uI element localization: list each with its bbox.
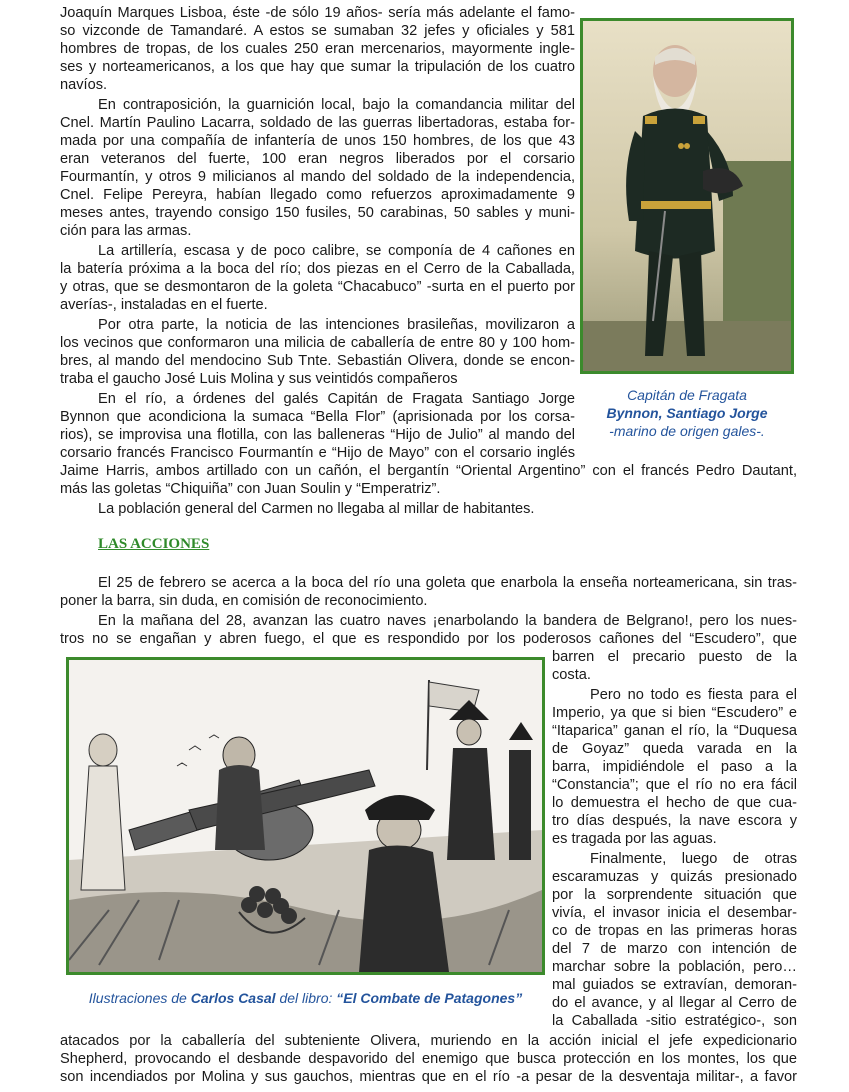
- text-line: la batería próxima a la boca del río; dos piezas en el Cerro de la Caballada,: [60, 261, 575, 277]
- text-line: co de tropas en las primeras horas: [552, 923, 797, 939]
- illustration-caption-prefix: Ilustraciones de: [88, 990, 191, 1006]
- section-heading: LAS ACCIONES: [98, 536, 210, 552]
- text-line: corsario francés Francisco Fourmantín e “Hijo de Mayo” con el corsario inglés: [60, 445, 575, 461]
- text-line: Finalmente, luego de otras: [590, 851, 797, 867]
- text-line: La artillería, escasa y de poco calibre, se componía de 4 cañones en: [98, 243, 575, 259]
- text-line: En contraposición, la guarnición local, bajo la comandancia militar del: [98, 97, 575, 113]
- text-line: meses antes, trayendo consigo 150 fusiles, 50 carabinas, 50 sables y muni-: [60, 205, 575, 221]
- text-line: El 25 de febrero se acerca a la boca del río una goleta que enarbola la enseña norteamericana, sin tras-: [98, 575, 797, 591]
- text-line: del 7 de marzo con intención de: [552, 941, 797, 957]
- battle-drawing: [69, 660, 542, 972]
- text-line: la Caballada -sitio estratégico-, son: [552, 1013, 797, 1029]
- text-line: traba el gaucho José Luis Molina y sus veintidós compañeros: [60, 371, 458, 387]
- text-line: y otras, que se desmontaron de la goleta “Chacabuco” -surta en el puerto por: [60, 279, 575, 295]
- text-line: Cnel. Felipe Pereyra, habían llegado como refuerzos aproximadamente 9: [60, 187, 575, 203]
- illustration-caption-middle: del libro:: [275, 990, 337, 1006]
- text-line: En el río, a órdenes del galés Capitán de Fragata Santiago Jorge: [98, 391, 575, 407]
- text-line: eran veteranos del fuerte, 100 eran negros liberados por el corsario: [60, 151, 575, 167]
- text-line: poner la barra, sin duda, en comisión de reconocimiento.: [60, 593, 428, 609]
- text-line: lo demuestra el hecho de que cua-: [552, 795, 797, 811]
- text-line: rios), se improvisa una flotilla, con las balleneras “Hijo de Julio” al mando del: [60, 427, 575, 443]
- text-line: mada por una compañía de infantería de unos 150 hombres, de los que 43: [60, 133, 575, 149]
- illustration-caption-author: Carlos Casal: [190, 990, 276, 1006]
- text-line: ción para las armas.: [60, 223, 192, 239]
- text-line: es tragada por las aguas.: [552, 831, 717, 847]
- text-line: “Constancia”; que el río no era fácil: [552, 777, 797, 793]
- text-line: son incendiados por Molina y sus gauchos, mientras que en el río -a pesar de la desventaja militar-, a favor: [60, 1069, 797, 1085]
- text-line: bres, al mando del mendocino Sub Tnte. Sebastián Olivera, donde se encon-: [60, 353, 575, 369]
- text-line: escaramuzas y quizás presionado: [552, 869, 797, 885]
- text-line: ses y norteamericanos, a los que hay que sumar la tripulación de los cuatro: [60, 59, 575, 75]
- portrait-caption-line: Capitán de Fragata: [627, 387, 747, 403]
- portrait-image: [580, 18, 794, 374]
- text-line: Pero no todo es fiesta para el: [590, 687, 797, 703]
- text-line: tro días después, la nave escora y: [552, 813, 797, 829]
- text-line: Imperio, ya que si bien “Escudero” e: [552, 705, 797, 721]
- text-line: barra, impidiéndole el paso a la: [552, 759, 797, 775]
- text-line: atacados por la caballería del subteniente Olivera, muriendo en la acción inicial el jefe expedicionario: [60, 1033, 797, 1049]
- text-line: hombres de tropas, de los cuales 250 eran mercenarios, mayormente ingle-: [60, 41, 575, 57]
- portrait-drawing: [583, 21, 791, 371]
- text-line: En la mañana del 28, avanzan las cuatro naves ¡enarbolando la bandera de Belgrano!, pero los nues-: [98, 613, 797, 629]
- text-line: La población general del Carmen no llegaba al millar de habitantes.: [98, 501, 535, 517]
- text-line: Joaquín Marques Lisboa, éste -de sólo 19 años- sería más adelante el famo-: [60, 5, 575, 21]
- portrait-caption-name: Bynnon, Santiago Jorge: [606, 405, 768, 421]
- illustration-caption-book: “El Combate de Patagones”: [336, 990, 523, 1006]
- text-line: de Goyaz” queda varada en la: [552, 741, 797, 757]
- text-line: Cnel. Martín Paulino Lacarra, soldado de las guerras libertadoras, estaba for-: [60, 115, 575, 131]
- text-line: marchar sobre la población, pero…: [552, 959, 797, 975]
- text-line: por la sorprendente situación que: [552, 887, 797, 903]
- portrait-caption: [582, 386, 792, 440]
- text-line: tros no se engañan y abren fuego, el que es respondido por los poderosos cañones del “Escudero”, que: [60, 631, 797, 647]
- text-line: navíos.: [60, 77, 108, 93]
- text-line: do el avance, y al llegar al Cerro de: [552, 995, 797, 1011]
- text-line: so vizconde de Tamandaré. A estos se sumaban 32 jefes y oficiales y 581: [60, 23, 575, 39]
- text-line: Por otra parte, la noticia de las intenciones brasileñas, movilizaron a: [98, 317, 575, 333]
- text-line: Fourmantín, y otros 9 milicianos al mando del soldado de la independencia,: [60, 169, 575, 185]
- portrait-caption-line: -marino de origen gales-.: [609, 423, 765, 439]
- text-line: averías-, instaladas en el fuerte.: [60, 297, 268, 313]
- text-line: barren el precario puesto de la: [552, 649, 797, 665]
- text-line: costa.: [552, 667, 591, 683]
- text-line: mal guiados se extravían, demoran-: [552, 977, 797, 993]
- text-line: Jaime Harris, ambos artillado con un cañón, el bergantín “Oriental Argentino” con el francés Pedro Dautant,: [60, 463, 797, 479]
- illustration-caption: [62, 989, 549, 1007]
- text-line: más las goletas “Chiquiña” con Juan Soulin y “Emperatriz”.: [60, 481, 441, 497]
- text-line: vivía, el invasor inicia el desembar-: [552, 905, 797, 921]
- text-line: los vecinos que conformaron una milicia de caballería de entre 80 y 100 hom-: [60, 335, 575, 351]
- text-line: Bynnon que acondiciona la sumaca “Bella Flor” (aprisionada por los corsa-: [60, 409, 575, 425]
- text-line: Shepherd, provocando el desbande despavorido del enemigo que busca protección en los montes, los que: [60, 1051, 797, 1067]
- text-line: “Itaparica” ganan el río, la “Duquesa: [552, 723, 797, 739]
- battle-illustration: [66, 657, 545, 975]
